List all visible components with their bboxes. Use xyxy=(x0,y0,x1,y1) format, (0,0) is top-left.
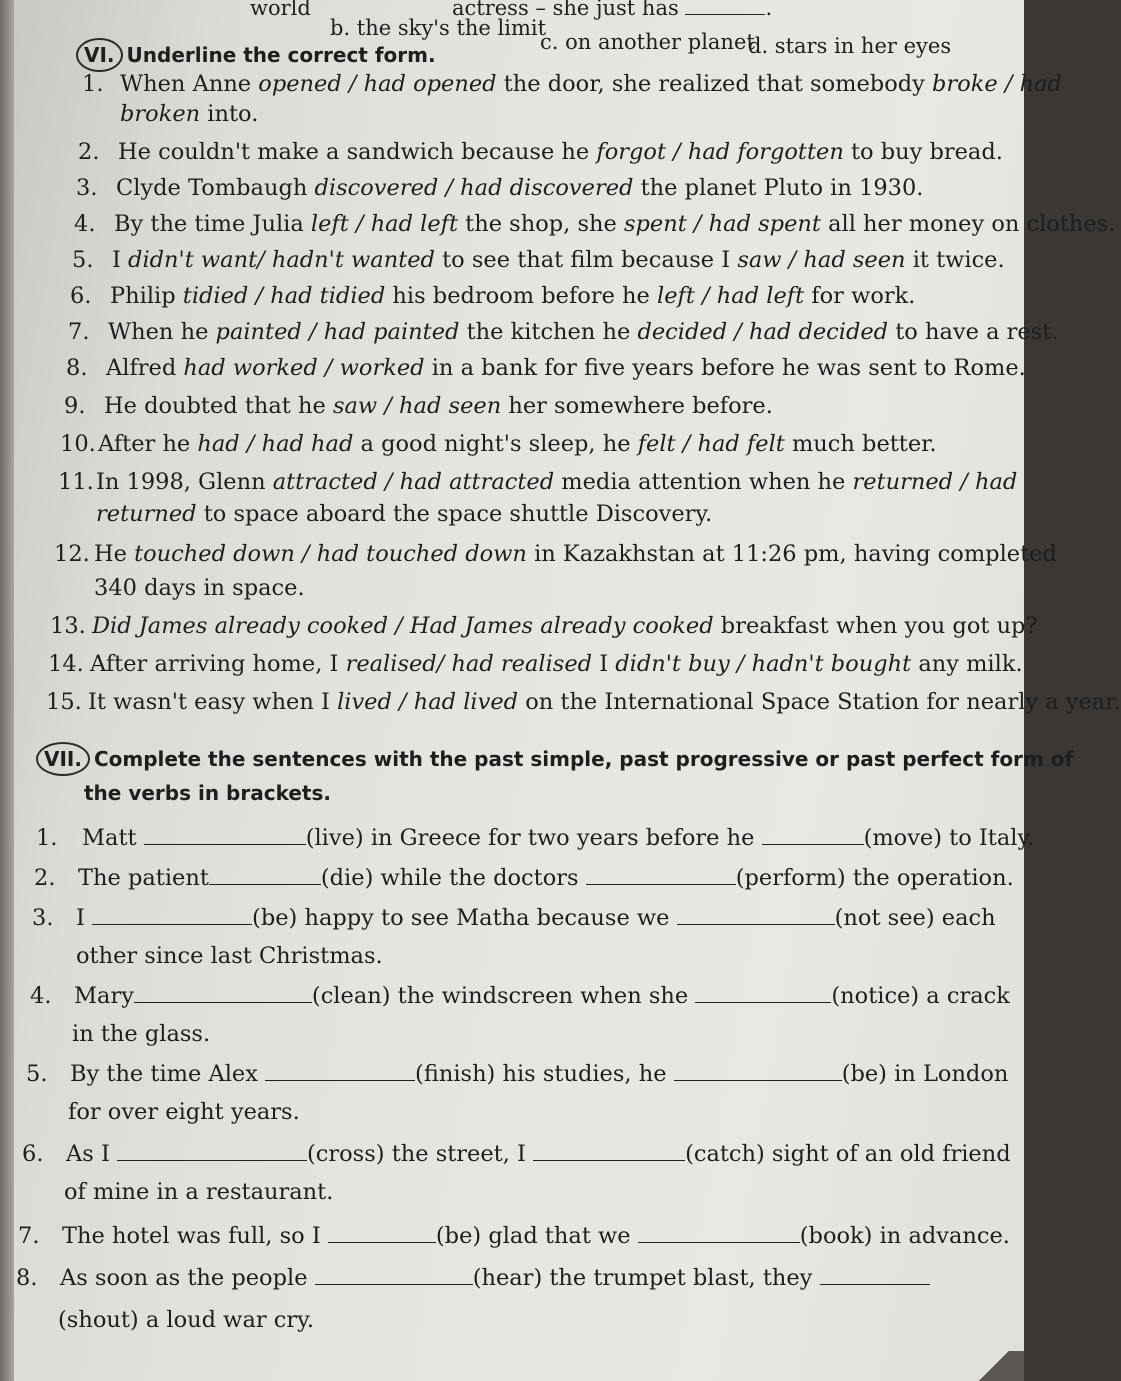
s7-item-3: 3. I (be) happy to see Matha because we (not see) each xyxy=(32,905,996,931)
option-d: d. stars in her eyes xyxy=(748,34,952,58)
s6-item-10: 10.After he had / had had a good night's sleep, he felt / had felt much better. xyxy=(60,431,937,457)
section-7-title-line1: Complete the sentences with the past simple, past progressive or past perfect form of xyxy=(93,747,1074,771)
s7-item-4-cont: in the glass. xyxy=(72,1021,211,1047)
s6-item-14: 14. After arriving home, I realised/ had realised I didn't buy / hadn't bought any milk. xyxy=(48,651,1023,677)
answer-blank[interactable] xyxy=(638,1224,800,1243)
fragment-period: . xyxy=(765,0,773,20)
page-corner-shadow xyxy=(964,1351,1024,1381)
s6-item-11: 11.In 1998, Glenn attracted / had attracted media attention when he returned / had xyxy=(58,469,1018,495)
section-7-heading xyxy=(36,742,1073,776)
s6-item-7: 7. When he painted / had painted the kitchen he decided / had decided to have a rest. xyxy=(68,319,1059,345)
section-7-label: VII. xyxy=(36,742,90,776)
s6-item-12: 12. He touched down / had touched down in Kazakhstan at 11:26 pm, having completed xyxy=(54,541,1057,567)
s6-item-1: 1. When Anne opened / had opened the door, she realized that somebody broke / had xyxy=(82,71,1062,97)
section-6-title: Underline the correct form. xyxy=(126,43,436,67)
section-6-label: VI. xyxy=(76,38,123,72)
answer-blank[interactable] xyxy=(677,906,835,925)
answer-blank[interactable] xyxy=(315,1266,473,1285)
s6-item-8: 8. Alfred had worked / worked in a bank for five years before he was sent to Rome. xyxy=(66,355,1026,381)
s6-item-11-cont: returned to space aboard the space shuttle Discovery. xyxy=(96,501,713,527)
book-spine-shadow xyxy=(0,0,14,1381)
answer-blank[interactable] xyxy=(117,1142,307,1161)
s7-item-7: 7. The hotel was full, so I (be) glad that we (book) in advance. xyxy=(18,1223,1010,1249)
s7-item-6-cont: of mine in a restaurant. xyxy=(64,1179,334,1205)
answer-blank[interactable] xyxy=(820,1266,930,1285)
s7-item-5: 5. By the time Alex (finish) his studies, he (be) in London xyxy=(26,1061,1009,1087)
s7-item-8-cont: (shout) a loud war cry. xyxy=(58,1307,314,1333)
s7-item-6: 6. As I (cross) the street, I (catch) sight of an old friend xyxy=(22,1141,1011,1167)
answer-blank[interactable] xyxy=(265,1062,415,1081)
answer-blank[interactable] xyxy=(674,1062,842,1081)
answer-blank[interactable] xyxy=(586,866,736,885)
section-6-heading xyxy=(76,38,436,72)
answer-blank[interactable] xyxy=(762,826,864,845)
s6-item-3: 3. Clyde Tombaugh discovered / had discovered the planet Pluto in 1930. xyxy=(76,175,924,201)
s7-item-5-cont: for over eight years. xyxy=(68,1099,300,1125)
option-c: c. on another planet xyxy=(540,30,755,54)
s6-item-6: 6. Philip tidied / had tidied his bedroom before he left / had left for work. xyxy=(70,283,916,309)
answer-blank[interactable] xyxy=(209,866,321,885)
answer-blank[interactable] xyxy=(144,826,306,845)
s6-item-9: 9. He doubted that he saw / had seen her somewhere before. xyxy=(64,393,773,419)
s7-item-8: 8. As soon as the people (hear) the trumpet blast, they xyxy=(16,1264,930,1292)
answer-blank[interactable] xyxy=(92,906,252,925)
s6-item-12-cont: 340 days in space. xyxy=(94,575,305,601)
s7-item-4: 4. Mary (clean) the windscreen when she (notice) a crack xyxy=(30,983,1010,1009)
s6-item-15: 15. It wasn't easy when I lived / had lived on the International Space Station for nearly a year. xyxy=(46,689,1121,715)
option-b: b. the sky's the limit xyxy=(330,16,547,40)
s6-item-1-cont: broken into. xyxy=(120,101,259,127)
s6-item-4: 4. By the time Julia left / had left the shop, she spent / had spent all her money on clothes. xyxy=(74,211,1116,237)
s6-item-2: 2. He couldn't make a sandwich because he forgot / had forgotten to buy bread. xyxy=(78,139,1003,165)
s6-item-13: 13. Did James already cooked / Had James already cooked breakfast when you got up? xyxy=(50,613,1038,639)
s7-item-2: 2. The patient (die) while the doctors (perform) the operation. xyxy=(34,865,1014,891)
s7-item-1: 1. Matt (live) in Greece for two years before he (move) to Italy. xyxy=(36,825,1035,851)
answer-blank[interactable] xyxy=(328,1224,436,1243)
answer-blank[interactable] xyxy=(134,984,312,1003)
s7-item-3-cont: other since last Christmas. xyxy=(76,943,383,969)
answer-blank[interactable] xyxy=(695,984,831,1003)
s6-item-5: 5. I didn't want/ hadn't wanted to see that film because I saw / had seen it twice. xyxy=(72,247,1005,273)
fragment-blank xyxy=(685,0,765,15)
section-7-title-line2: the verbs in brackets. xyxy=(84,781,331,805)
fragment-text: actress – she just has xyxy=(452,0,679,20)
option-a: world xyxy=(250,0,311,20)
answer-blank[interactable] xyxy=(533,1142,685,1161)
